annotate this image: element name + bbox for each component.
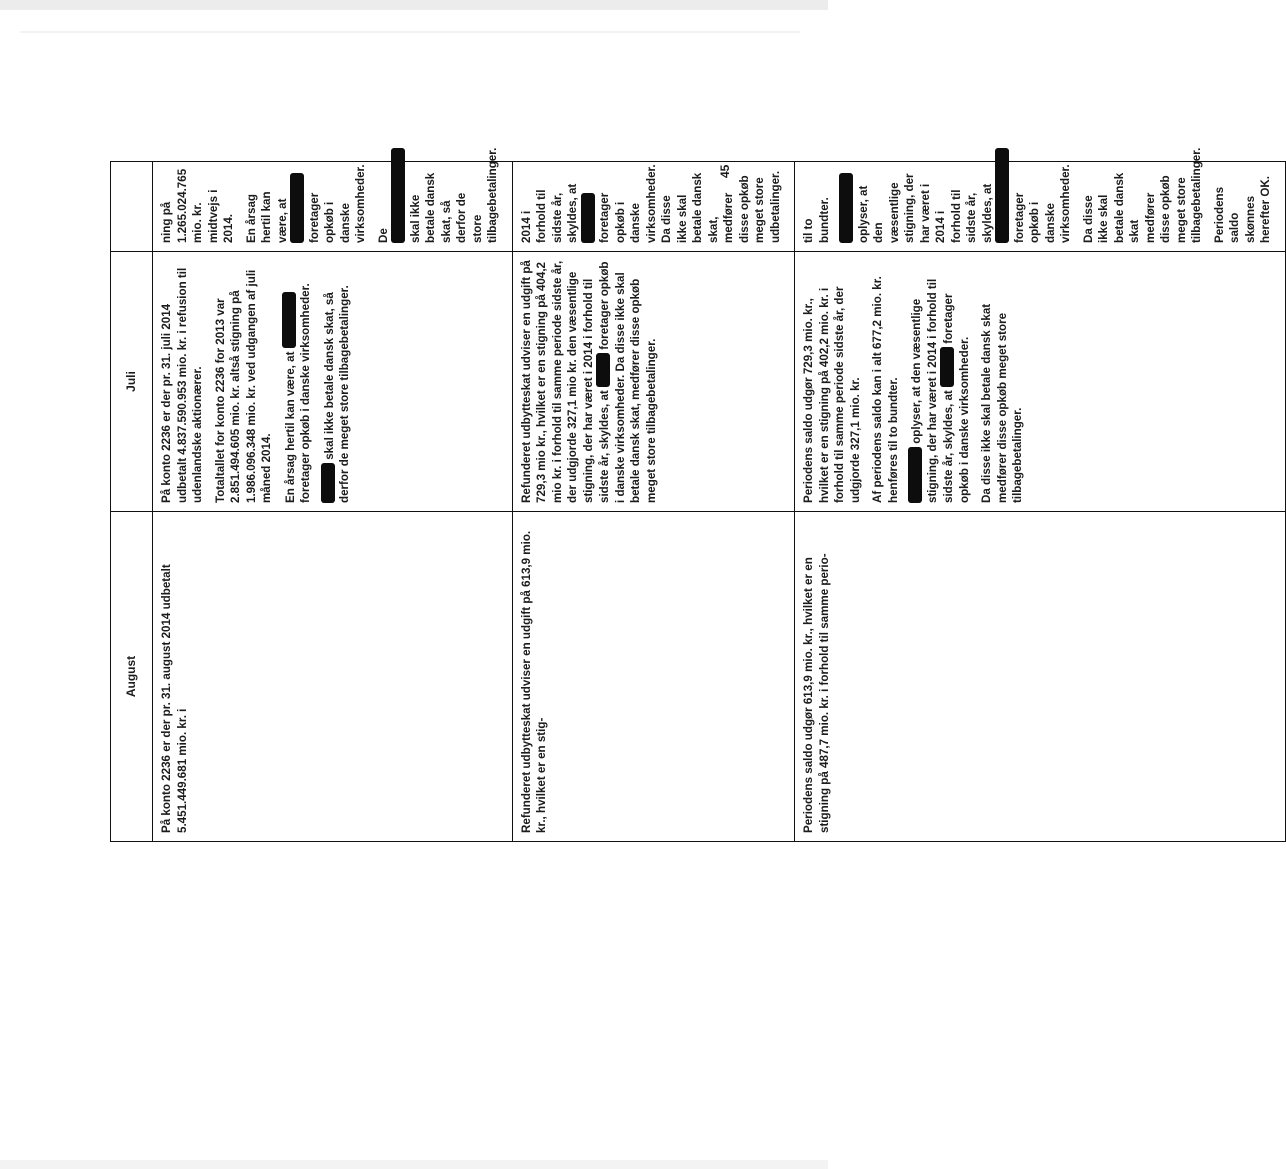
month-cell <box>111 162 153 252</box>
konto-cell <box>153 252 513 512</box>
cell-paragraph <box>908 260 972 503</box>
scan-top-band <box>0 0 828 10</box>
konto-cell <box>153 512 513 842</box>
table-row <box>512 162 795 842</box>
paragraph-text: oplyser, at den væsentlige stigning, der har været i 2014 i forhold til sidste år, skyldes, at <box>910 278 955 503</box>
cell-paragraph <box>979 260 1026 503</box>
audit-table <box>110 147 1286 842</box>
scan-artifact-line <box>20 31 800 33</box>
cell-paragraph <box>159 170 237 243</box>
cell-paragraph <box>1081 147 1205 243</box>
paragraph-text: skal ikke betale dansk skat, så derfor de store tilbagebetalinger. <box>408 147 499 243</box>
paragraph-text: På konto 2236 er der pr. 31. august 2014 udbetalt 5.451.449.681 mio. kr. i <box>160 564 189 833</box>
paragraph-text: De <box>376 228 390 243</box>
month-label: August <box>123 655 138 698</box>
paragraph-text: Periodens saldo udgør 729,3 mio. kr., hvilket er en stigning på 402,2 mio. kr. i forhold til samme periode sidste år, der udgjorde 327,1 mio. kr. <box>802 286 862 503</box>
paragraph-text: foretager opkøb i danske virksomheder. <box>1012 164 1072 243</box>
redaction-block <box>940 347 954 387</box>
paragraph-text: Refunderet udbytteskat udviser en udgift på 729,3 mio kr., hvilket er en stigning på 404,2 mio kr. i forhold til samme periode sidste år, der udgjorde 327,1 mio kr. den væsentlige stigning, der har været i 2014 i forhold til sidste år, skyldes, at <box>519 260 611 503</box>
saldo-cell <box>795 147 1286 252</box>
cell-paragraph <box>839 164 1074 243</box>
cell-paragraph <box>1212 170 1274 243</box>
redaction-block <box>995 148 1009 243</box>
rotated-content <box>110 147 1272 842</box>
redaction-block <box>391 148 405 243</box>
redaction-block <box>282 292 296 348</box>
cell-paragraph <box>213 260 275 503</box>
table-row <box>111 162 153 842</box>
month-cell <box>111 252 153 512</box>
paragraph-text: foretager opkøb i danske virksomheder. <box>942 293 971 503</box>
paragraph-text: foretager opkøb i danske virksomheder. <box>307 164 367 243</box>
rotated-page <box>110 147 1272 833</box>
redaction-block <box>290 173 304 243</box>
paragraph-text: skal ikke betale dansk skat, så derfor de meget store tilbagebetalinger. <box>322 285 351 503</box>
cell-paragraph <box>801 520 832 833</box>
scan-bottom-band <box>0 1160 828 1169</box>
redaction-block <box>596 353 610 387</box>
paragraph-text: En årsag hertil kan være, at <box>244 191 289 243</box>
cell-paragraph <box>519 520 550 833</box>
cell-paragraph <box>244 164 369 243</box>
redaction-block <box>581 193 595 243</box>
paragraph-text: Af periodens saldo kan i alt 677,2 mio. kr. henføres til to bundter. <box>871 276 900 503</box>
cell-paragraph <box>321 260 353 503</box>
saldo-cell <box>795 512 1286 842</box>
paragraph-text: foretager opkøb i danske virksomheder. Da disse ikke skal betale dansk skat, medfører disse opkøb meget store tilbagebetalinger. <box>598 261 658 503</box>
month-label: Juli <box>123 371 138 392</box>
paragraph-text: En årsag hertil kan være, at <box>283 348 297 503</box>
paragraph-text: oplyser, at den væsentlige stigning, der har været i 2014 i forhold til sidste år, skyldes, at <box>856 173 994 243</box>
cell-paragraph <box>870 260 901 503</box>
saldo-cell <box>795 252 1286 512</box>
cell-paragraph <box>801 260 863 503</box>
redaction-block <box>908 447 922 503</box>
paragraph-text: Periodens saldo skønnes herefter OK. <box>1212 175 1272 243</box>
paragraph-text: Da disse ikke skal betale dansk skat medfører disse opkøb meget store tilbagebetalinger. <box>980 303 1024 503</box>
paragraph-text: Refunderet udbytteskat udviser en udgift på 613,9 mio. kr., hvilket er en stig- <box>519 530 548 833</box>
cell-paragraph <box>519 260 660 503</box>
udbytte-cell <box>512 162 795 252</box>
konto-cell <box>153 147 513 252</box>
udbytte-cell <box>512 512 795 842</box>
table-row <box>795 162 1286 842</box>
month-cell <box>111 512 153 842</box>
paragraph-text: 2014 i forhold til sidste år, skyldes, at <box>519 183 579 243</box>
paragraph-text: til to bundter. <box>802 197 831 243</box>
paragraph-text: På konto 2236 er der pr. 31. juli 2014 udbetalt 4.837.590.953 mio. kr. i refusion til udenlandske aktionærer. <box>160 267 204 503</box>
paragraph-text: ning på 1.265.024.765 mio. kr. midtvejs i 2014. <box>160 168 235 243</box>
paragraph-text: foretager opkøb i danske virksomheder. <box>299 283 312 503</box>
cell-paragraph <box>159 520 190 833</box>
redaction-block <box>321 463 335 503</box>
redaction-block <box>839 173 853 243</box>
cell-paragraph <box>282 260 314 503</box>
paragraph-text: Totaltallet for konto 2236 for 2013 var 2.851.494.605 mio. kr. altså stigning på 1.986.096.348 mio. kr. ved udgangen af juli måned 2014. <box>213 269 273 503</box>
table-row <box>153 162 513 842</box>
cell-paragraph <box>159 260 206 503</box>
cell-paragraph <box>519 164 784 243</box>
paragraph-text: Da disse ikke skal betale dansk skat medfører disse opkøb meget store tilbagebetalinger. <box>1081 147 1203 243</box>
page-number: 45 <box>718 164 732 178</box>
cell-paragraph <box>801 170 832 243</box>
paragraph-text: Periodens saldo udgør 613,9 mio. kr., hvilket er en stigning på 487,7 mio. kr. i forhold til samme perio- <box>802 553 831 833</box>
paragraph-text: foretager opkøb i danske virksomheder. Da disse ikke skal betale dansk skat, medfører disse opkøb meget store udbetalinger. <box>598 164 782 243</box>
udbytte-cell <box>512 252 795 512</box>
cell-paragraph <box>376 147 501 243</box>
